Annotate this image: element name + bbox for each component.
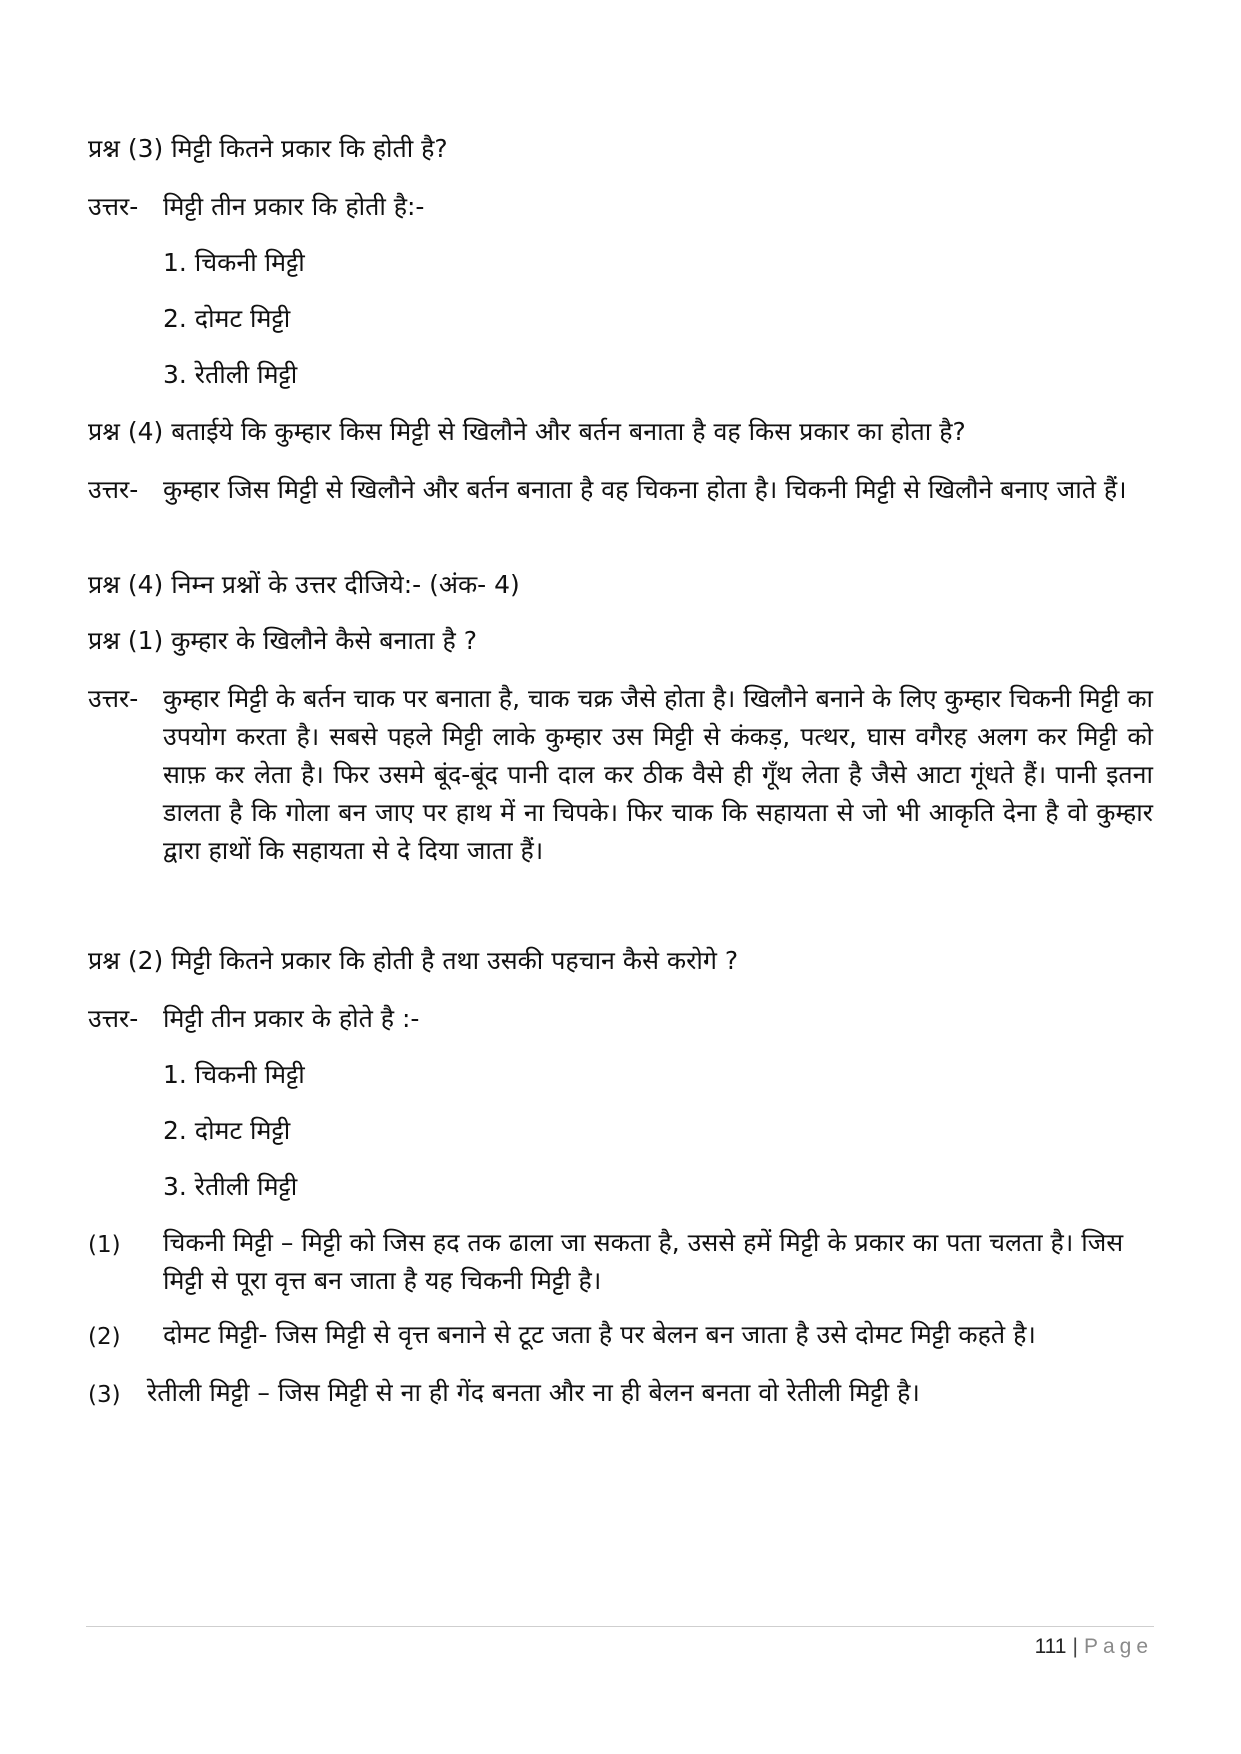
answer-4-label: उत्तर- bbox=[88, 475, 139, 504]
sub-answer-2-text: मिट्टी तीन प्रकार के होते है :- bbox=[163, 1004, 420, 1033]
answer-3-item-3: 3. रेतीली मिट्टी bbox=[163, 360, 298, 389]
answer-3-text: मिट्टी तीन प्रकार कि होती है:- bbox=[163, 192, 425, 221]
answer-3-item-2: 2. दोमट मिट्टी bbox=[163, 304, 291, 333]
sub-question-2: प्रश्न (2) मिट्टी कितने प्रकार कि होती है तथा उसकी पहचान कैसे करोगे ? bbox=[88, 946, 739, 975]
sub-answer-2-item-2: 2. दोमट मिट्टी bbox=[163, 1116, 291, 1145]
sub-answer-1-label: उत्तर- bbox=[88, 684, 139, 713]
footer-separator: | bbox=[1072, 1635, 1078, 1658]
page-footer bbox=[1035, 1632, 1153, 1662]
answer-3-label: उत्तर- bbox=[88, 192, 139, 221]
soil-type-3-number: (3) bbox=[88, 1382, 121, 1408]
soil-type-2-text: दोमट मिट्टी- जिस मिट्टी से वृत्त बनाने से टूट जता है पर बेलन बन जाता है उसे दोमट मिट्टी कहते है। bbox=[163, 1320, 1036, 1349]
page-label: Page bbox=[1083, 1635, 1153, 1658]
footer-divider bbox=[86, 1626, 1154, 1627]
page-number: 111 bbox=[1034, 1635, 1067, 1658]
question-4: प्रश्न (4) बताईये कि कुम्हार किस मिट्टी से खिलौने और बर्तन बनाता है वह किस प्रकार का होता है? bbox=[88, 417, 966, 446]
question-3: प्रश्न (3) मिट्टी कितने प्रकार कि होती है? bbox=[88, 134, 448, 163]
sub-answer-2-item-3: 3. रेतीली मिट्टी bbox=[163, 1172, 298, 1201]
sub-question-1: प्रश्न (1) कुम्हार के खिलौने कैसे बनाता है ? bbox=[88, 626, 478, 655]
section-heading: प्रश्न (4) निम्न प्रश्नों के उत्तर दीजिये:- (अंक- 4) bbox=[88, 570, 520, 599]
soil-type-3-text: रेतीली मिट्टी – जिस मिट्टी से ना ही गेंद बनता और ना ही बेलन बनता वो रेतीली मिट्टी है। bbox=[147, 1378, 920, 1407]
soil-type-1-text: चिकनी मिट्टी – मिट्टी को जिस हद तक ढाला जा सकता है, उससे हमें मिट्टी के प्रकार का पता चलता है। जिस मिट्टी से पूरा वृत्त बन जाता है यह चिकनी मिट्टी है। bbox=[163, 1228, 1124, 1295]
soil-type-1-number: (1) bbox=[88, 1232, 121, 1258]
sub-answer-1-text: कुम्हार मिट्टी के बर्तन चाक पर बनाता है, चाक चक्र जैसे होता है। खिलौने बनाने के लिए कुम्हार चिकनी मिट्टी का उपयोग करता है। सबसे पहले मिट्टी लाके कुम्हार उस मिट्टी से कंकड़, पत्थर, घास वगैरह अलग कर मिट्टी को साफ़ कर लेता है। फिर उसमे बूंद-बूंद पानी दाल कर ठीक वैसे ही गूँथ लेता है जैसे आटा गूंधते हैं। पानी इतना डालता है कि गोला बन जाए पर हाथ में ना चिपके। फिर चाक कि सहायता से जो भी आकृति देना है वो कुम्हार द्वारा हाथों कि सहायता से दे दिया जाता हैं। bbox=[163, 684, 1153, 865]
sub-answer-2-label: उत्तर- bbox=[88, 1004, 139, 1033]
sub-answer-2-item-1: 1. चिकनी मिट्टी bbox=[163, 1060, 305, 1089]
answer-3-item-1: 1. चिकनी मिट्टी bbox=[163, 248, 305, 277]
answer-4-text: कुम्हार जिस मिट्टी से खिलौने और बर्तन बनाता है वह चिकना होता है। चिकनी मिट्टी से खिलौने बनाए जाते हैं। bbox=[163, 475, 1127, 504]
soil-type-2-number: (2) bbox=[88, 1324, 121, 1350]
